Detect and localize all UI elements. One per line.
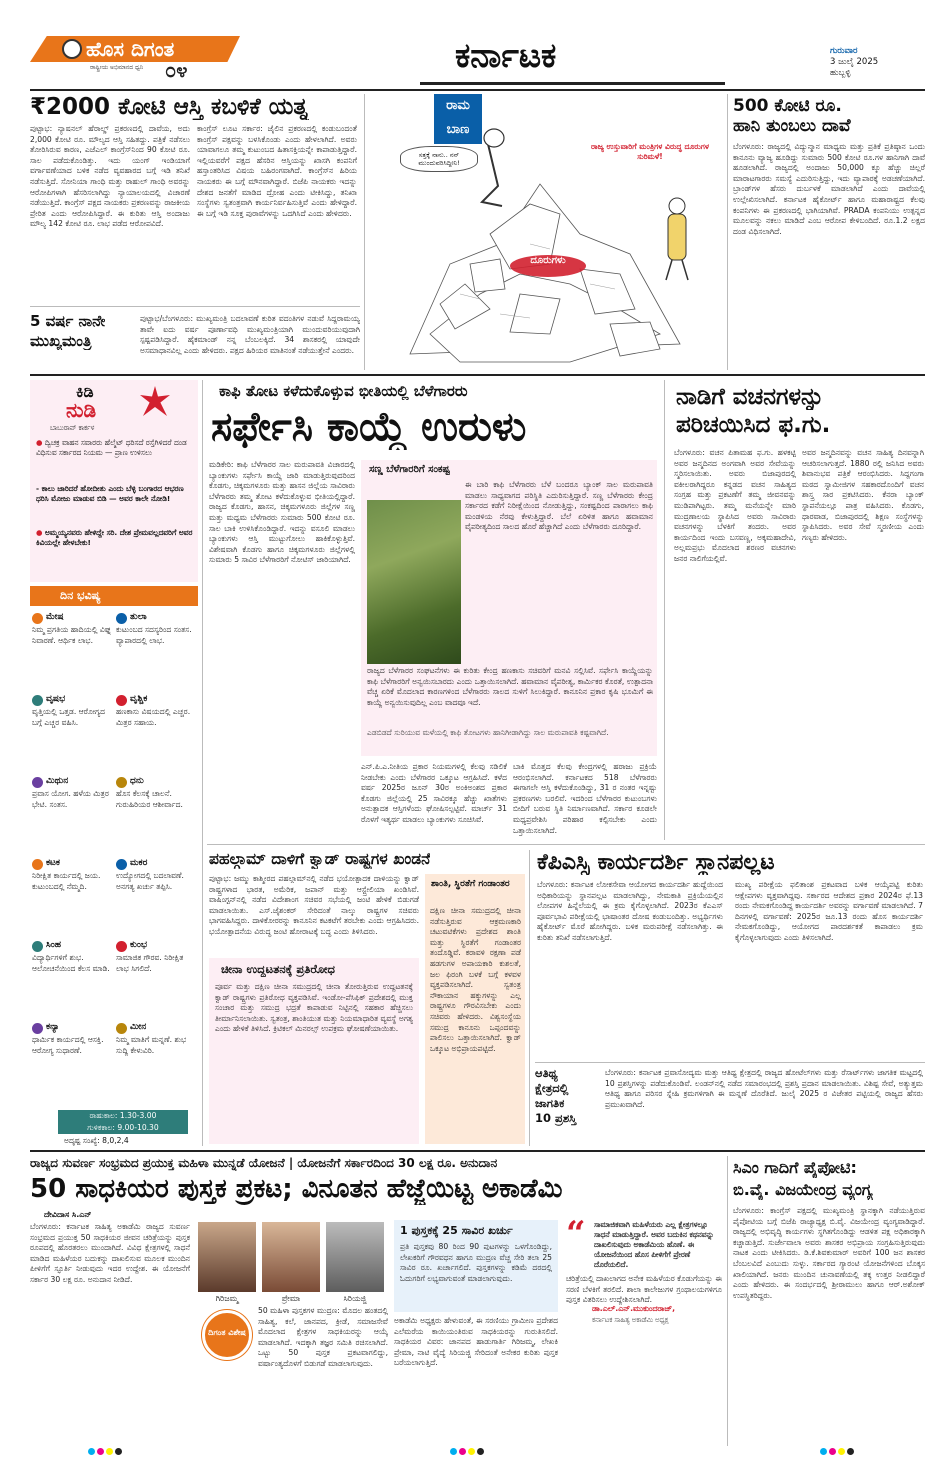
- sign-name: ಮೇಷ: [46, 612, 64, 622]
- story-body: ಬೆಂಗಳೂರು: ಕಾಂಗ್ರೆಸ್ ಪಕ್ಷದಲ್ಲಿ ಮುಖ್ಯಮಂತ್ರಿ ಸ್ಥಾನಕ್ಕಾಗಿ ನಡೆಯುತ್ತಿರುವ ಪೈಪೋಟಿಯ ಬಗ್ಗೆ ಬಿಜೆಪಿ ರಾಜ್ಯಾಧ್ಯಕ್ಷ ಬಿ.ವೈ. ವಿಜಯೇಂದ್ರ ವ್ಯಂಗ್ಯವಾಡಿದ್ದಾರೆ. ರಾಜ್ಯದಲ್ಲಿ ಅಭಿವೃದ್ಧಿ ಕಾರ್ಯಗಳು ಸ್ಥಗಿತಗೊಂಡಿದ್ದು ಆಡಳಿತ ಪಕ್ಷ ಅಧಿಕಾರಕ್ಕಾಗಿ ಕಚ್ಚಾಡುತ್ತಿದೆ. ಸುರ್ಜೇವಾಲಾ ಅವರು ಶಾಸಕರ ಅಭಿಪ್ರಾಯ ಸಂಗ್ರಹಿಸುತ್ತಿರುವುದು ನಾಟಕ ಎಂದು ಟೀಕಿಸಿದರು. ಡಿ.ಕೆ.ಶಿವಕುಮಾರ್ ಅವರಿಗೆ 100 ಜನ ಶಾಸಕರ ಬೆಂಬಲವಿದೆ ಎಂಬುದು ಸುಳ್ಳು. ಸರ್ಕಾರದ ಗ್ಯಾರಂಟಿ ಯೋಜನೆಗಳಿಂದ ಬೊಕ್ಕಸ ಖಾಲಿಯಾಗಿದೆ. ಜನರು ಮುಂದಿನ ಚುನಾವಣೆಯಲ್ಲಿ ತಕ್ಕ ಉತ್ತರ ನೀಡಲಿದ್ದಾರೆ ಎಂದು ಹೇಳಿದರು. ಈ ಸಂದರ್ಭದಲ್ಲಿ ಶ್ರೀರಾಮುಲು ಹಾಗೂ ಆರ್.ಅಶೋಕ್ ಉಪಸ್ಥಿತರಿದ್ದರು.: [733, 1206, 925, 1300]
- story-headline: ಸಿಎಂ ಗಾದಿಗೆ ಪೈಪೋಟಿ:: [733, 1158, 857, 1177]
- zodiac-icon: [32, 695, 43, 706]
- horoscope: [30, 586, 198, 1146]
- bullet-icon: ●: [36, 528, 46, 537]
- kidi-bullet: ● ದ್ವಿಚಕ್ರ ವಾಹನ ಸವಾರರು ಹೆಲ್ಮೆಟ್ ಧರಿಸದೆ ರಸ್ತೆಗಿಳಿದರೆ ದಂಡ ವಿಧಿಸುವ ಸರ್ಕಾರದ ನಿಯಮ — ಪ್ರಾಣ ಉಳಿಸಲು: [36, 438, 187, 457]
- kidi-nudi-box: [30, 380, 198, 582]
- portrait-photo: [198, 1222, 256, 1292]
- cartoon: [370, 94, 722, 370]
- portrait-photo: [326, 1222, 384, 1292]
- box-title: ಶಾಂತಿ, ಸ್ಥಿರತೆಗೆ ಗಂಡಾಂತರ: [431, 879, 510, 889]
- rahu-box: [58, 1110, 188, 1134]
- zodiac-icon: [32, 1023, 43, 1034]
- logo-tagline: ರಾಷ್ಟ್ರೀಯ ಅಭಿಮಾನದ ಧ್ವನಿ: [90, 64, 144, 71]
- story-col: ಅಕಾಡೆಮಿ ಅಧ್ಯಕ್ಷರು ಹೇಳುವಂತೆ, ಈ ಸರಣಿಯು ಗ್ರಾಮೀಣ ಪ್ರದೇಶದ ಎಲೆಮರೆಯ ಕಾಯಿಯಂತಿರುವ ಸಾಧಕಿಯರನ್ನು ಗುರುತಿಸಲಿದೆ. ಸಾಧಕಿಯರ ವಿವರ: ಜಾನಪದ ಹಾಡುಗಾರ್ತಿ ಗಿರಿಜಮ್ಮ, ಲೇಖಕಿ ಪ್ರೇಮಾ, ನಾಟಿ ವೈದ್ಯೆ ಸಿರಿಯಜ್ಜಿ ಸೇರಿದಂತೆ ಅನೇಕರ ಕುರಿತು ಪುಸ್ತಕ ಬರೆಯಲಾಗುತ್ತಿದೆ.: [394, 1316, 558, 1368]
- kidi-bullet: ● ಅಮ್ಮಯ್ಯನವರು ಹೇಳಿದ್ದೇ ಸರಿ. ದೇಶ ಪ್ರೇಮವಲ್ಲದವರಿಗೆ ಅವರ ಕಿವಿಯಲ್ಲೇ ಹೇಳಬೇಕು!: [36, 528, 193, 547]
- zodiac-icon: [32, 941, 43, 952]
- sign-text: ವಿದ್ಯಾರ್ಥಿಗಳಿಗೆ ಶುಭ. ಆಲೋಚನೆಯಿಂದ ಕೆಲಸ ಮಾಡಿ.: [32, 953, 110, 973]
- quote-author: ಡಾ.ಎಲ್.ಎನ್.ಮುಕುಂದರಾಜ್,: [592, 1304, 676, 1313]
- special-badge: ದಿಗಂತ ವಿಶೇಷ: [202, 1310, 252, 1360]
- cartoon-pile-label: ದೂರುಗಳು: [530, 255, 566, 266]
- box-text: ಪ್ರತಿ ಪುಸ್ತಕವು 80 ರಿಂದ 90 ಪುಟಗಳನ್ನು ಒಳಗೊಂಡಿದ್ದು, ಲೇಖಕರಿಗೆ ಗೌರವಧನ ಹಾಗೂ ಮುದ್ರಣ ವೆಚ್ಚ ಸೇರಿ ತಲಾ 25 ಸಾವಿರ ರೂ. ಖರ್ಚಾಗಲಿದೆ. ಪುಸ್ತಕಗಳನ್ನು ಕಡಿಮೆ ದರದಲ್ಲಿ ಓದುಗರಿಗೆ ಲಭ್ಯವಾಗುವಂತೆ ಮಾಡಲಾಗುವುದು.: [400, 1242, 552, 1283]
- sign-name: ಕನ್ಯಾ: [46, 1022, 60, 1032]
- story-academy: [30, 1156, 722, 1446]
- sign-name: ಕುಂಭ: [130, 940, 148, 950]
- sign-text: ಹೊಸ ಕೆಲಸಕ್ಕೆ ಚಾಲನೆ. ಗುರುಹಿರಿಯರ ಆಶೀರ್ವಾದ.: [116, 789, 183, 809]
- box-title: 1 ಪುಸ್ತಕಕ್ಕೆ 25 ಸಾವಿರ ಖರ್ಚು: [400, 1224, 513, 1237]
- masthead: [0, 0, 945, 92]
- quote-icon: “: [566, 1214, 586, 1254]
- zodiac-icon: [116, 941, 127, 952]
- story-vachana: [670, 380, 925, 840]
- story-headline: ಮುಖ್ಯಮಂತ್ರಿ: [30, 332, 92, 350]
- story-headline: ಸರ್ಫೇಸಿ ಕಾಯ್ದೆ ಉರುಳು: [211, 404, 527, 450]
- logo-emblem-icon: [62, 39, 82, 59]
- kidi-title: ಕಿಡಿ: [76, 382, 94, 401]
- story-headline: ಪಹಲ್ಗಾಮ್ ದಾಳಿಗೆ ಕ್ವಾಡ್ ರಾಷ್ಟ್ರಗಳ ಖಂಡನೆ: [209, 850, 431, 868]
- quote-role: ಕರ್ನಾಟಕ ಸಾಹಿತ್ಯ ಅಕಾಡೆಮಿ ಅಧ್ಯಕ್ಷ: [592, 1316, 669, 1324]
- sign-text: ಹಣಕಾಸು ವಿಷಯದಲ್ಲಿ ಎಚ್ಚರ. ಮಿತ್ರರ ಸಹಾಯ.: [116, 707, 191, 727]
- box-text: ಪೂರ್ವ ಮತ್ತು ದಕ್ಷಿಣ ಚೀನಾ ಸಮುದ್ರದಲ್ಲಿ ಚೀನಾ ತೋರುತ್ತಿರುವ ಉದ್ದಟತನಕ್ಕೆ ಕ್ವಾಡ್ ರಾಷ್ಟ್ರಗಳು ಪ್ರತಿರೋಧ ವ್ಯಕ್ತಪಡಿಸಿವೆ. ಇಂಡೋ-ಪೆಸಿಫಿಕ್ ಪ್ರದೇಶದಲ್ಲಿ ಮುಕ್ತ ಸಂಚಾರ ಮತ್ತು ಸಮುದ್ರ ಭದ್ರತೆ ಕಾಪಾಡುವ ನಿಟ್ಟಿನಲ್ಲಿ ಸಹಕಾರ ಹೆಚ್ಚಿಸಲು ತೀರ್ಮಾನಿಸಲಾಯಿತು. ಸ್ವತಂತ್ರ, ಶಾಂತಿಯುತ ಮತ್ತು ನಿಯಮಾಧಾರಿತ ವ್ಯವಸ್ಥೆ ಅಗತ್ಯ ಎಂದು ಹೇಳಿಕೆ ತಿಳಿಸಿದೆ. ಕ್ರಿಟಿಕಲ್ ಮಿನರಲ್ಸ್ ಉಪಕ್ರಮ ಘೋಷಣೆಯಾಯಿತು.: [215, 982, 413, 1034]
- cartoon-bubble: ಸತ್ತಕ್ಕೆ ನಾನು.. ನನ್ ಮುಂದುವರಿಸಿದ್ದೀನಿ!: [400, 146, 478, 172]
- story-col: ಎನ್.ಪಿ.ಎ.ನೀತಿಯ ಪ್ರಕಾರ ನಿಯಮಗಳಲ್ಲಿ ಕೆಲವು ಸಡಿಲಿಕೆ ನೀಡಬೇಕು ಎಂದು ಬೆಳೆಗಾರರ ಒಕ್ಕೂಟ ಆಗ್ರಹಿಸಿದೆ. ಕಳೆದ ವರ್ಷ 2025ರ ಜೂನ್ 30ರ ಅಂಕಿಅಂಶದ ಪ್ರಕಾರ ಕೊಡಗು ಜಿಲ್ಲೆಯಲ್ಲಿ 25 ಸಾವಿರಕ್ಕೂ ಹೆಚ್ಚು ಖಾತೆಗಳು ಅನುತ್ಪಾದಕ ಆಸ್ತಿಗಳೆಂದು ಘೋಷಿಸಲ್ಪಟ್ಟಿವೆ. ಮಾರ್ಚ್ 31 ರೊಳಗೆ ಇತ್ಯರ್ಥ ಮಾಡಲು ಬ್ಯಾಂಕುಗಳು ಸೂಚಿಸಿವೆ.: [361, 762, 507, 824]
- cartoon-tag: ರಾಮ ಬಾಣ: [434, 94, 482, 144]
- info-box: [361, 460, 657, 756]
- story-col: ಮುಖ್ಯ ಪರೀಕ್ಷೆಯ ಫಲಿತಾಂಶ ಪ್ರಕಟವಾದ ಬಳಿಕ ಆಯ್ಕೆಪಟ್ಟಿ ಕುರಿತು ಆಕ್ಷೇಪಗಳು ವ್ಯಕ್ತವಾಗಿದ್ದವು. ಸರ್ಕಾರದ ಆದೇಶದ ಪ್ರಕಾರ 2024ರ ಫೆ.13 ರಂದು ನೇಮಕಗೊಂಡಿದ್ದ ಕಾರ್ಯದರ್ಶಿ ಅವರನ್ನು ವರ್ಗಾವಣೆ ಮಾಡಲಾಗಿದೆ. 7 ದಿನಗಳಲ್ಲಿ ವರ್ಗಾವಣೆ: 2025ರ ಜೂ.13 ರಂದು ಹೊಸ ಕಾರ್ಯದರ್ಶಿ ನೇಮಕಗೊಂಡಿದ್ದು, ಆಯೋಗದ ಪಾರದರ್ಶಕತೆ ಕಾಪಾಡಲು ಕ್ರಮ ಕೈಗೊಳ್ಳಲಾಗುವುದು ಎಂದು ತಿಳಿಸಲಾಗಿದೆ.: [735, 880, 923, 942]
- cartoon-caption: ರಾಜ್ಯ ಉಸ್ತುವಾರಿಗೆ ಮಂತ್ರಿಗಳ ವಿರುದ್ಧ ದೂರುಗಳ ಸುರಿಮಳೆ!: [591, 142, 709, 161]
- story-kicker: ಕಾಫಿ ತೋಟ ಕಳೆದುಕೊಳ್ಳುವ ಭೀತಿಯಲ್ಲಿ ಬೆಳೆಗಾರರು: [219, 382, 468, 400]
- sign-name: ಕಟಕ: [46, 858, 60, 868]
- story-vijayendra: [733, 1156, 925, 1446]
- story-col: ಕಾಂಗ್ರೆಸ್ ಲೂಟ ಸರ್ಕಾರ: ಜೈಲಿನ ಪ್ರಕರಣದಲ್ಲಿ ಕಂಡುಬಂದಂತೆ ಕಾಂಗ್ರೆಸ್ ಪಕ್ಷವನ್ನು ಬಳಸಿಕೊಂಡು ಎಂದು ಹೇಳಲಾಗಿದೆ. ಅವರು ಯಾವಾಗಲೂ ತಮ್ಮ ಕುಟುಂಬದ ಹಿತಾಸಕ್ತಿಯನ್ನೇ ಕಾಪಾಡುತ್ತಿದ್ದಾರೆ. ಇಲ್ಲಿಯವರೆಗೆ ಪಕ್ಷದ ಹೆಸರಿನ ಆಸ್ತಿಯನ್ನು ಖಾಸಗಿ ಕಂಪನಿಗೆ ಹಸ್ತಾಂತರಿಸಿದ ವಿಷಯ ಬಹಿರಂಗವಾಗಿದೆ. ಕಾಂಗ್ರೆಸ್‌ನ ಹಿರಿಯ ನಾಯಕರು ಈ ಬಗ್ಗೆ ಮೌನವಾಗಿದ್ದಾರೆ. ಬಿಜೆಪಿ ನಾಯಕರು ಇದನ್ನು ದೇಶದ ಜನತೆಗೆ ಮಾಡಿದ ದ್ರೋಹ ಎಂದು ಟೀಕಿಸಿದ್ದು, ತನಿಖಾ ಸಂಸ್ಥೆಗಳು ಸ್ವತಂತ್ರವಾಗಿ ಕಾರ್ಯನಿರ್ವಹಿಸುತ್ತಿವೆ ಎಂದು ಹೇಳಿದ್ದಾರೆ. ಈ ಬಗ್ಗೆ ಇಡಿ ಸೂಕ್ತ ಪುರಾವೆಗಳನ್ನು ಒದಗಿಸಿದೆ ಎಂದು ಹೇಳಿದರು.: [197, 124, 357, 218]
- horoscope-sign: [116, 940, 196, 1020]
- box-title: ಚೀನಾ ಉದ್ದಟತನಕ್ಕೆ ಪ್ರತಿರೋಧ: [221, 962, 335, 976]
- zodiac-icon: [116, 1023, 127, 1034]
- box-text: ದಕ್ಷಿಣ ಚೀನಾ ಸಮುದ್ರದಲ್ಲಿ ಚೀನಾ ನಡೆಸುತ್ತಿರುವ ಆಕ್ರಮಣಕಾರಿ ಚಟುವಟಿಕೆಗಳು ಪ್ರದೇಶದ ಶಾಂತಿ ಮತ್ತು ಸ್ಥಿರತೆಗೆ ಗಂಡಾಂತರ ತಂದೊಡ್ಡಿವೆ. ಕರಾವಳಿ ರಕ್ಷಣಾ ಪಡೆ ಹಡಗುಗಳ ಅಪಾಯಕಾರಿ ಕುಶಲತೆ, ಜಲ ಫಿರಂಗಿ ಬಳಕೆ ಬಗ್ಗೆ ಕಳವಳ ವ್ಯಕ್ತಪಡಿಸಲಾಗಿದೆ. ಸ್ವತಂತ್ರ ನೌಕಾಯಾನ ಹಕ್ಕುಗಳನ್ನು ಎಲ್ಲ ರಾಷ್ಟ್ರಗಳೂ ಗೌರವಿಸಬೇಕು ಎಂದು ಸಚಿವರು ಹೇಳಿದರು. ವಿಶ್ವಸಂಸ್ಥೆಯ ಸಮುದ್ರ ಕಾನೂನು ಒಪ್ಪಂದವನ್ನು ಪಾಲಿಸಲು ಒತ್ತಾಯಿಸಲಾಗಿದೆ. ಕ್ವಾಡ್ ಒಕ್ಕೂಟ ಅಭಿಪ್ರಾಯಪಟ್ಟಿದೆ.: [430, 906, 521, 1053]
- section-rule: [30, 1150, 925, 1152]
- quote-text: ಸಾಮಾಜಿಕವಾಗಿ ಮಹಿಳೆಯರು ಎಲ್ಲ ಕ್ಷೇತ್ರಗಳಲ್ಲೂ ಸಾಧನೆ ಮಾಡುತ್ತಿದ್ದಾರೆ. ಅವರ ಬದುಕಿನ ಕಥನವನ್ನು ದಾಖಲಿಸುವುದು ಅಕಾಡೆಮಿಯ ಹೊಣೆ. ಈ ಯೋಜನೆಯಿಂದ ಹೊಸ ಪೀಳಿಗೆಗೆ ಪ್ರೇರಣೆ ದೊರೆಯಲಿದೆ.: [594, 1220, 714, 1269]
- logo-block: [30, 36, 240, 84]
- story-body: ಪುಟ್ಟಾಭ/ಬೆಂಗಳೂರು: ಮುಖ್ಯಮಂತ್ರಿ ಬದಲಾವಣೆ ಕುರಿತ ವದಂತಿಗಳ ನಡುವೆ ಸಿದ್ದರಾಮಯ್ಯ ತಾವೇ ಐದು ವರ್ಷ ಪೂರ್ಣಾವಧಿ ಮುಖ್ಯಮಂತ್ರಿಯಾಗಿ ಮುಂದುವರಿಯುವುದಾಗಿ ಸ್ಪಷ್ಟಪಡಿಸಿದ್ದಾರೆ. ಹೈಕಮಾಂಡ್ ನನ್ನ ಬೆಂಬಲಕ್ಕಿದೆ. 34 ಶಾಸಕರಲ್ಲಿ ಯಾವುದೇ ಅಸಮಾಧಾನವಿಲ್ಲ ಎಂದು ಹೇಳಿದರು. ಪಕ್ಷದ ಹಿರಿಯರ ಮಾತಿನಂತೆ ನಡೆಯುತ್ತೇನೆ ಎಂದರು.: [140, 314, 360, 355]
- gulika-kala: ಗುಳಿಕಕಾಲ: 9.00-10.30: [87, 1123, 159, 1132]
- sign-name: ಮೀನ: [130, 1022, 147, 1032]
- sign-text: ಉದ್ಯೋಗದಲ್ಲಿ ಬದಲಾವಣೆ. ಅನಗತ್ಯ ಖರ್ಚು ತಪ್ಪಿಸಿ.: [116, 871, 184, 891]
- zodiac-icon: [116, 695, 127, 706]
- registration-marks: [88, 1448, 124, 1455]
- horoscope-sign: [32, 858, 112, 938]
- box-title: ಸಣ್ಣ ಬೆಳೆಗಾರರಿಗೆ ಸಂಕಷ್ಟ: [369, 464, 450, 475]
- city-label: ಹುಬ್ಬಳ್ಳಿ: [830, 68, 851, 78]
- sign-name: ಧನು: [130, 776, 144, 786]
- zodiac-icon: [32, 777, 43, 788]
- story-headline: 50 ಸಾಧಕಿಯರ ಪುಸ್ತಕ ಪ್ರಕಟ; ವಿನೂತನ ಹೆಜ್ಜೆಯಿಟ್ಟ ಅಕಾಡೆಮಿ: [30, 1174, 563, 1204]
- sign-text: ಪ್ರವಾಸ ಯೋಗ. ಹಳೆಯ ಮಿತ್ರರ ಭೇಟಿ. ಸಂತಸ.: [32, 789, 109, 809]
- story-awards: [535, 1066, 925, 1146]
- kidi-title: ನುಡಿ: [66, 398, 97, 422]
- cartoon-drawing: [370, 94, 722, 370]
- kidi-author: ಬಾಬುರಾವ್ ಕಾರ್ಕಳ: [50, 424, 95, 432]
- sign-name: ಸಿಂಹ: [46, 940, 62, 950]
- story-col: ಬೆಂಗಳೂರು: ಕರ್ನಾಟಕ ಲೋಕಸೇವಾ ಆಯೋಗದ ಕಾರ್ಯದರ್ಶಿ ಹುದ್ದೆಯಿಂದ ಅಧಿಕಾರಿಯನ್ನು ಸ್ಥಾನಪಲ್ಲಟ ಮಾಡಲಾಗಿದ್ದು, ನೇಮಕಾತಿ ಪ್ರಕ್ರಿಯೆಯಲ್ಲಿನ ಲೋಪಗಳ ಹಿನ್ನೆಲೆಯಲ್ಲಿ ಈ ಕ್ರಮ ಕೈಗೊಳ್ಳಲಾಗಿದೆ. 2023ರ ಕೆಎಎಸ್ ಪೂರ್ವಭಾವಿ ಪರೀಕ್ಷೆಯಲ್ಲಿ ಭಾಷಾಂತರ ದೋಷ ಕಂಡುಬಂದಿತ್ತು. ಅಭ್ಯರ್ಥಿಗಳು ಹೈಕೋರ್ಟ್ ಮೊರೆ ಹೋಗಿದ್ದರು. ಬಳಿಕ ಮರುಪರೀಕ್ಷೆ ನಡೆಸಲಾಗಿತ್ತು. ಈ ಕುರಿತು ತನಿಖೆ ನಡೆಸಲಾಗುತ್ತಿದೆ.: [537, 880, 723, 942]
- lucky-number: ಅದೃಷ್ಟ ಸಂಖ್ಯೆ: 8,0,2,4: [64, 1136, 129, 1145]
- horoscope-sign: [116, 776, 196, 856]
- story-cm-five-years: [30, 312, 360, 370]
- masthead-rule: [30, 89, 925, 91]
- day-label: ಗುರುವಾರ: [830, 46, 858, 56]
- photo-caption: ಎಡಬಿಡದೆ ಸುರಿಯುವ ಮಳೆಯಲ್ಲಿ ಕಾಫಿ ತೋಟಗಳು ಹಾನಿಗೀಡಾಗಿದ್ದು ಸಾಲ ಮರುಪಾವತಿ ಕಷ್ಟವಾಗಿದೆ.: [367, 728, 609, 737]
- story-col: ಬಾಕಿ ಮೊತ್ತದ ಕೆಲವು ಕೇಂದ್ರಗಳಲ್ಲಿ ಹರಾಜು ಪ್ರಕ್ರಿಯೆ ಆರಂಭಿಸಲಾಗಿದೆ. ಕರ್ನಾಟಕದ 518 ಬೆಳೆಗಾರರು ಈಗಾಗಲೇ ಆಸ್ತಿ ಕಳೆದುಕೊಂಡಿದ್ದು, 31 ರ ನಂತರ ಇನ್ನಷ್ಟು ಪ್ರಕರಣಗಳು ಬರಲಿವೆ. ಇದರಿಂದ ಬೆಳೆಗಾರರ ಕುಟುಂಬಗಳು ಬೀದಿಗೆ ಬರುವ ಸ್ಥಿತಿ ನಿರ್ಮಾಣವಾಗಿದೆ. ಸರ್ಕಾರ ಕೂಡಲೇ ಮಧ್ಯಪ್ರವೇಶಿಸಿ ಪರಿಹಾರ ಕಲ್ಪಿಸಬೇಕು ಎಂದು ಒತ್ತಾಯಿಸಲಾಗಿದೆ.: [513, 762, 657, 835]
- story-col: ಬೆಂಗಳೂರು: ವಚನ ಪಿತಾಮಹ ಫ.ಗು. ಹಳಕಟ್ಟಿ ಅವರ ಜನ್ಮದಿನದ ಅಂಗವಾಗಿ ಅವರ ಸೇವೆಯನ್ನು ಸ್ಮರಿಸಲಾಯಿತು. ಅವರು ಬಿಜಾಪುರದಲ್ಲಿ ವಕೀಲರಾಗಿದ್ದರೂ ಕನ್ನಡದ ವಚನ ಸಾಹಿತ್ಯದ ಸಂಗ್ರಹ ಮತ್ತು ಪ್ರಕಟಣೆಗೆ ತಮ್ಮ ಜೀವನವನ್ನು ಮುಡಿಪಾಗಿಟ್ಟರು. ತಮ್ಮ ಮನೆಯನ್ನೇ ಮಾರಿ ಮುದ್ರಣಾಲಯ ಸ್ಥಾಪಿಸಿದ ಅವರು ಸಾವಿರಾರು ವಚನಗಳನ್ನು ಬೆಳಕಿಗೆ ತಂದರು. ಅವರ ಕಾರ್ಯದಿಂದ ಇಂದು ಬಸವಣ್ಣ, ಅಕ್ಕಮಹಾದೇವಿ, ಅಲ್ಲಮಪ್ರಭು ಮೊದಲಾದ ಶರಣರ ವಚನಗಳು ಜನರ ನಾಲಿಗೆಯಲ್ಲಿವೆ.: [674, 448, 796, 563]
- sign-name: ವೃಶ್ಚಿಕ: [130, 694, 148, 704]
- photo-caption: ಪ್ರೇಮಾ: [281, 1294, 301, 1303]
- sign-text: ಧಾರ್ಮಿಕ ಕಾರ್ಯದಲ್ಲಿ ಆಸಕ್ತಿ. ಆರೋಗ್ಯ ಸುಧಾರಣೆ.: [32, 1035, 104, 1055]
- registration-marks: [820, 1448, 856, 1455]
- horoscope-sign: [32, 776, 112, 856]
- sign-name: ಮಿಥುನ: [46, 776, 69, 786]
- story-headline: ಪರಿಚಯಿಸಿದ ಫ.ಗು.: [676, 412, 831, 438]
- story-headline: 500 ಕೋಟಿ ರೂ.: [733, 96, 842, 116]
- sign-name: ವೃಷಭ: [46, 694, 66, 704]
- story-col: 50 ಮಹಿಳಾ ಪುಸ್ತಕಗಳ ಮುದ್ರಣ: ಮೊದಲ ಹಂತದಲ್ಲಿ ಸಾಹಿತ್ಯ, ಕಲೆ, ಜಾನಪದ, ಕ್ರೀಡೆ, ಸಮಾಜಸೇವೆ ಮೊದಲಾದ ಕ್ಷೇತ್ರಗಳ ಸಾಧಕಿಯರನ್ನು ಆಯ್ಕೆ ಮಾಡಲಾಗಿದೆ. ಇದಕ್ಕಾಗಿ ತಜ್ಞರ ಸಮಿತಿ ರಚಿಸಲಾಗಿದೆ. ಒಟ್ಟು 50 ಪುಸ್ತಕ ಪ್ರಕಟವಾಗಲಿದ್ದು, ವರ್ಷಾಂತ್ಯದೊಳಗೆ ಬಿಡುಗಡೆ ಮಾಡಲಾಗುವುದು.: [258, 1306, 388, 1368]
- kidi-bullet: - ಕಾಲು ಜಾರಿದರೆ ಹೋದೀತು ಎಂದು ಬೆಳ್ಳಿ ಬಂಗಾರದ ಆಭರಣ ಧರಿಸಿ ಮೋಜು ಮಾಡುವ ಬಿಡಿ — ಅವರ ಕಾಲೇ ನೋಡಿ!: [36, 484, 184, 503]
- story-col: ಅವರ ಜನ್ಮದಿನವನ್ನು ವಚನ ಸಾಹಿತ್ಯ ದಿನವನ್ನಾಗಿ ಆಚರಿಸಲಾಗುತ್ತದೆ. 1880 ರಲ್ಲಿ ಜನಿಸಿದ ಅವರು ಶಿವಾನುಭವ ಪತ್ರಿಕೆ ಆರಂಭಿಸಿದರು. ಸಿದ್ದಗಂಗಾ ಮಠದ ಸ್ವಾಮೀಜಿಗಳ ಸಹಕಾರದೊಂದಿಗೆ ವಚನ ಶಾಸ್ತ್ರ ಸಾರ ಪ್ರಕಟಿಸಿದರು. ಕೆನರಾ ಬ್ಯಾಂಕ್ ಸ್ಥಾಪನೆಯಲ್ಲೂ ಪಾತ್ರ ವಹಿಸಿದರು. ಕೊಡಗು, ಧಾರವಾಡ, ಬಿಜಾಪುರದಲ್ಲಿ ಶಿಕ್ಷಣ ಸಂಸ್ಥೆಗಳನ್ನು ಸ್ಥಾಪಿಸಿದರು. ಅವರ ಸೇವೆ ಸ್ಮರಣೀಯ ಎಂದು ಗಣ್ಯರು ಹೇಳಿದರು.: [802, 448, 924, 542]
- registration-marks: [450, 1448, 486, 1455]
- side-box: [425, 874, 525, 1144]
- byline: ದೇವಿದಾಸ ಸಿ.ಎನ್: [44, 1210, 92, 1219]
- horoscope-sign: [116, 1022, 196, 1102]
- story-body: ಬೆಂಗಳೂರು: ಕರ್ನಾಟಕ ಪ್ರವಾಸೋದ್ಯಮ ಮತ್ತು ಆತಿಥ್ಯ ಕ್ಷೇತ್ರದಲ್ಲಿ ರಾಜ್ಯದ ಹೋಟೆಲ್‌ಗಳು ಮತ್ತು ರೆಸಾರ್ಟ್‌ಗಳು ಜಾಗತಿಕ ಮಟ್ಟದಲ್ಲಿ 10 ಪ್ರಶಸ್ತಿಗಳನ್ನು ಪಡೆದುಕೊಂಡಿವೆ. ಲಂಡನ್‌ನಲ್ಲಿ ನಡೆದ ಸಮಾರಂಭದಲ್ಲಿ ಪ್ರಶಸ್ತಿ ಪ್ರದಾನ ಮಾಡಲಾಯಿತು. ವಿಶಿಷ್ಟ ಸೇವೆ, ಅತ್ಯುತ್ತಮ ಆತಿಥ್ಯ ಹಾಗೂ ಪರಿಸರ ಸ್ನೇಹಿ ಕ್ರಮಗಳಿಗಾಗಿ ಈ ಮನ್ನಣೆ ದೊರೆತಿದೆ. ಜುಲೈ 2025 ರ ವಿಜೇತರ ಪಟ್ಟಿಯಲ್ಲಿ ರಾಜ್ಯದ ಹೆಸರು ಪ್ರಮುಖವಾಗಿದೆ.: [605, 1068, 923, 1109]
- section-underline: [420, 82, 725, 85]
- page-number: ೦೪: [165, 58, 188, 82]
- sign-text: ನಿರೀಕ್ಷಿತ ಕಾರ್ಯದಲ್ಲಿ ಜಯ. ಕುಟುಂಬದಲ್ಲಿ ನೆಮ್ಮದಿ.: [32, 871, 101, 891]
- story-body: ಬೆಂಗಳೂರು: ರಾಜ್ಯದಲ್ಲಿ ವಿದ್ಯುನ್ಮಾನ ಮಾಧ್ಯಮ ಮತ್ತು ಪ್ರತಿಕೆ ಪ್ರತಿಷ್ಠಾನ ಒಂದು ಕಾನೂನು ವ್ಯಾಜ್ಯ ಹೂಡಿದ್ದು ಸುಮಾರು 500 ಕೋಟಿ ರೂ.ಗಳ ಹಾನಿಗಾಗಿ ದಾವೆ ಹೂಡಲಾಗಿದೆ. ರಾಜ್ಯದಲ್ಲಿ ಅಂದಾಜು 50,000 ಕ್ಕೂ ಹೆಚ್ಚು ಚಿಲ್ಲರೆ ಮಾರಾಟಗಾರರು ಸಮಸ್ಯೆ ಎದುರಿಸುತ್ತಿದ್ದು, ಇದು ವ್ಯಾಪಾರಕ್ಕೆ ಅಡಚಣೆಯಾಗಿದೆ. ಬ್ರಾಂಡ್‌ಗಳ ಹೆಸರು ದುರ್ಬಳಕೆ ಮಾಡಲಾಗಿದೆ ಎಂದು ದಾವೆಯಲ್ಲಿ ಉಲ್ಲೇಖಿಸಲಾಗಿದೆ. ಕರ್ನಾಟಕ ಹೈಕೋರ್ಟ್ ಹಾಗೂ ಮಹಾರಾಷ್ಟ್ರದ ಕೆಲವು ಕಂಪನಿಗಳು ಈ ಪ್ರಕರಣದಲ್ಲಿ ಭಾಗಿಯಾಗಿವೆ. PRADA ಕಂಪನಿಯು ಉತ್ಪನ್ನದ ಮೂಲವನ್ನು ನಕಲು ಮಾಡಿದೆ ಎಂಬ ಆರೋಪ ಕೇಳಿಬಂದಿದೆ. ರೂ.1.2 ಲಕ್ಷದ ದಂಡ ವಿಧಿಸಲಾಗಿದೆ.: [733, 142, 925, 236]
- date-label: 3 ಜುಲೈ 2025: [830, 57, 879, 67]
- horoscope-sign: [32, 612, 112, 692]
- sign-text: ನಿಮ್ಮ ಪ್ರಗತಿಯ ಹಾದಿಯಲ್ಲಿ ವಿಘ್ನ ನಿವಾರಣೆ. ಆರ್ಥಿಕ ಲಾಭ.: [32, 625, 112, 645]
- sign-name: ತುಲಾ: [130, 612, 147, 622]
- logo-text: ಹೊಸ ದಿಗಂತ: [86, 37, 175, 61]
- box-text: ರಾಜ್ಯದ ಬೆಳೆಗಾರರ ಸಂಘಟನೆಗಳು ಈ ಕುರಿತು ಕೇಂದ್ರ ಹಣಕಾಸು ಸಚಿವರಿಗೆ ಮನವಿ ಸಲ್ಲಿಸಿವೆ. ಸರ್ಫೇಸಿ ಕಾಯ್ದೆಯನ್ನು ಕಾಫಿ ಬೆಳೆಗಾರರಿಗೆ ಅನ್ವಯಿಸಬಾರದು ಎಂದು ಒತ್ತಾಯಿಸಲಾಗಿದೆ. ಹವಾಮಾನ ವೈಪರೀತ್ಯ, ಕಾರ್ಮಿಕರ ಕೊರತೆ, ಉತ್ಪಾದನಾ ವೆಚ್ಚ ಏರಿಕೆ ಮೊದಲಾದ ಕಾರಣಗಳಿಂದ ಬೆಳೆಗಾರರು ಸಾಲದ ಸುಳಿಗೆ ಸಿಲುಕಿದ್ದಾರೆ. ಕಾನೂನಿನ ಪ್ರಕಾರ ಕೃಷಿ ಭೂಮಿಗೆ ಈ ಕಾಯ್ದೆ ಅನ್ವಯಿಸುವುದಿಲ್ಲ ಎಂಬ ವಾದವೂ ಇದೆ.: [367, 666, 653, 707]
- horoscope-sign: [32, 694, 112, 774]
- horoscope-sign: [116, 612, 196, 692]
- photo-caption: ಗಿರಿಜಮ್ಮ: [215, 1294, 239, 1303]
- story-property-grab: [30, 94, 358, 304]
- story-headline: ₹2000 ಕೋಟಿ ಆಸ್ತಿ ಕಬಳಿಕೆ ಯತ್ನ: [30, 94, 309, 120]
- story-col: ಬೆಂಗಳೂರು: ಕರ್ನಾಟಕ ಸಾಹಿತ್ಯ ಅಕಾಡೆಮಿ ರಾಜ್ಯದ ಸುವರ್ಣ ಸಂಭ್ರಮದ ಪ್ರಯುಕ್ತ 50 ಸಾಧಕಿಯರ ಜೀವನ ಚರಿತ್ರೆಯನ್ನು ಪುಸ್ತಕ ರೂಪದಲ್ಲಿ ಹೊರತರಲು ಮುಂದಾಗಿದೆ. ವಿವಿಧ ಕ್ಷೇತ್ರಗಳಲ್ಲಿ ಸಾಧನೆ ಮಾಡಿದ ಮಹಿಳೆಯರ ಬದುಕನ್ನು ದಾಖಲಿಸುವ ಮೂಲಕ ಮುಂದಿನ ಪೀಳಿಗೆಗೆ ಸ್ಫೂರ್ತಿ ನೀಡುವುದು ಇದರ ಉದ್ದೇಶ. ಈ ಯೋಜನೆಗೆ ಸರ್ಕಾರ 30 ಲಕ್ಷ ರೂ. ಅನುದಾನ ನೀಡಿದೆ.: [30, 1222, 190, 1284]
- story-quad: [207, 850, 525, 1146]
- spark-icon: [140, 386, 170, 416]
- story-headline: ಹಾನಿ ತುಂಬಲು ದಾವೆ: [733, 116, 851, 136]
- story-sarfaesi: [207, 380, 659, 840]
- section-title: ಕರ್ನಾಟಕ: [455, 36, 557, 76]
- story-col: ಪುಟ್ಟಾಭ: ನ್ಯಾಷನಲ್ ಹೆರಾಲ್ಡ್ ಪ್ರಕರಣದಲ್ಲಿ ದಾವೆಯ, ಅದು 2,000 ಕೋಟಿ ರೂ. ಮೌಲ್ಯದ ಆಸ್ತಿ ಸಹಿತದ್ದು. ಪತ್ರಿಕೆ ನಡೆಸಲು ತೋರಿಸಿರುವ ಕಾರಣ, ಎಜೆಎಲ್ ಕಾಂಗ್ರೆಸ್‌ನಿಂದ 90 ಕೋಟಿ ರೂ. ಸಾಲ ಪಡೆದುಕೊಂಡಿತ್ತು. ಇದು ಯಂಗ್ ಇಂಡಿಯಾಗೆ ವರ್ಗಾವಣೆಯಾದ ಬಳಿಕ ನಡೆದ ವ್ಯವಹಾರದ ಬಗ್ಗೆ ಇಡಿ ತನಿಖೆ ನಡೆಸುತ್ತಿದೆ. ಸೋನಿಯಾ ಗಾಂಧಿ ಮತ್ತು ರಾಹುಲ್ ಗಾಂಧಿ ಅವರನ್ನು ಆರೋಪಿಗಳಾಗಿ ಹೆಸರಿಸಲಾಗಿದ್ದು ನ್ಯಾಯಾಲಯದಲ್ಲಿ ವಿಚಾರಣೆ ನಡೆಯುತ್ತಿದೆ. ಕಾಂಗ್ರೆಸ್ ಪಕ್ಷದ ನಾಯಕರು ಪ್ರಕರಣವನ್ನು ರಾಜಕೀಯ ಪ್ರೇರಿತ ಎಂದು ಆರೋಪಿಸಿದ್ದಾರೆ. ಈ ಕುರಿತು ಆಸ್ತಿ ಅಂದಾಜು ಮೌಲ್ಯ 142 ಕೋಟಿ ರೂ. ಲಾಭ ಪಡೆದ ಆರೋಪವಿದೆ.: [30, 124, 190, 229]
- photo-caption: ಸಿರಿಯಜ್ಜಿ: [343, 1294, 367, 1303]
- story-headline: ಕೆಪಿಎಸ್ಸಿ ಕಾರ್ಯದರ್ಶಿ ಸ್ಥಾನಪಲ್ಲಟ: [537, 850, 775, 875]
- story-500-crore: [733, 96, 925, 370]
- zodiac-icon: [116, 859, 127, 870]
- story-col: ಮಡಿಕೇರಿ: ಕಾಫಿ ಬೆಳೆಗಾರರ ಸಾಲ ಮರುಪಾವತಿ ವಿಚಾರದಲ್ಲಿ ಬ್ಯಾಂಕುಗಳು ಸರ್ಫೇಸಿ ಕಾಯ್ದೆ ಜಾರಿ ಮಾಡುತ್ತಿರುವುದರಿಂದ ಕೊಡಗು, ಚಿಕ್ಕಮಗಳೂರು ಮತ್ತು ಹಾಸನ ಜಿಲ್ಲೆಯ ಸಾವಿರಾರು ಬೆಳೆಗಾರರು ತಮ್ಮ ತೋಟ ಕಳೆದುಕೊಳ್ಳುವ ಭೀತಿಯಲ್ಲಿದ್ದಾರೆ. ರಾಜ್ಯದ ಕೊಡಗು, ಹಾಸನ, ಚಿಕ್ಕಮಗಳೂರು ಜಿಲ್ಲೆಗಳ ಸಣ್ಣ ಮತ್ತು ಮಧ್ಯಮ ಬೆಳೆಗಾರರು ಸುಮಾರು 500 ಕೋಟಿ ರೂ. ಸಾಲ ಬಾಕಿ ಉಳಿಸಿಕೊಂಡಿದ್ದಾರೆ. ಇದನ್ನು ವಸೂಲಿ ಮಾಡಲು ಬ್ಯಾಂಕುಗಳು ಆಸ್ತಿ ಮುಟ್ಟುಗೋಲು ಹಾಕಿಕೊಳ್ಳುತ್ತಿವೆ. ವಿಶೇಷವಾಗಿ ಕೊಡಗು ಹಾಗೂ ಚಿಕ್ಕಮಗಳೂರು ಜಿಲ್ಲೆಗಳಲ್ಲಿ ಸುಮಾರು 5 ಸಾವಿರ ಬೆಳೆಗಾರರಿಗೆ ನೋಟಿಸ್ ಜಾರಿಯಾಗಿದೆ.: [209, 460, 355, 565]
- sign-text: ಸಾಮಾಜಿಕ ಗೌರವ. ನಿರೀಕ್ಷಿತ ಲಾಭ ಸಿಗಲಿದೆ.: [116, 953, 184, 973]
- sign-text: ನಿಮ್ಮ ಮಾತಿಗೆ ಮನ್ನಣೆ. ಶುಭ ಸುದ್ದಿ ಕೇಳುವಿರಿ.: [116, 1035, 187, 1055]
- sign-text: ವೃತ್ತಿಯಲ್ಲಿ ಒತ್ತಡ. ಆರೋಗ್ಯದ ಬಗ್ಗೆ ಎಚ್ಚರ ವಹಿಸಿ.: [32, 707, 106, 727]
- rahu-kala: ರಾಹುಕಾಲ: 1.30-3.00: [89, 1111, 157, 1120]
- horoscope-sign: [32, 940, 112, 1020]
- story-headline: ಬಿ.ವೈ. ವಿಜಯೇಂದ್ರ ವ್ಯಂಗ್ಯ: [733, 1180, 873, 1199]
- horoscope-sign: [32, 1022, 112, 1102]
- section-rule: [30, 374, 925, 376]
- story-body: ಪುಟ್ಟಾಭ: ಜಮ್ಮು ಕಾಶ್ಮೀರದ ಪಹಲ್ಗಾಮ್‌ನಲ್ಲಿ ನಡೆದ ಭಯೋತ್ಪಾದಕ ದಾಳಿಯನ್ನು ಕ್ವಾಡ್ ರಾಷ್ಟ್ರಗಳಾದ ಭಾರತ, ಅಮೆರಿಕ, ಜಪಾನ್ ಮತ್ತು ಆಸ್ಟ್ರೇಲಿಯಾ ಖಂಡಿಸಿವೆ. ವಾಷಿಂಗ್ಟನ್‌ನಲ್ಲಿ ನಡೆದ ವಿದೇಶಾಂಗ ಸಚಿವರ ಸಭೆಯಲ್ಲಿ ಜಂಟಿ ಹೇಳಿಕೆ ಬಿಡುಗಡೆ ಮಾಡಲಾಯಿತು. ಎಸ್.ಜೈಶಂಕರ್ ಸೇರಿದಂತೆ ನಾಲ್ಕು ರಾಷ್ಟ್ರಗಳ ಸಚಿವರು ಭಾಗವಹಿಸಿದ್ದರು. ದಾಳಿಕೋರರನ್ನು ಕಾನೂನಿನ ಕಟಕಟೆಗೆ ತರಬೇಕು ಎಂದು ಆಗ್ರಹಿಸಿದರು. ಭಯೋತ್ಪಾದನೆಯ ವಿರುದ್ಧ ಜಂಟಿ ಹೋರಾಟಕ್ಕೆ ಬದ್ಧ ಎಂದು ತಿಳಿಸಿದರು.: [209, 874, 419, 936]
- horoscope-title: ದಿನ ಭವಿಷ್ಯ: [60, 589, 101, 602]
- zodiac-icon: [32, 613, 43, 624]
- bullet-icon: ●: [36, 438, 45, 447]
- horoscope-sign: [116, 694, 196, 774]
- horoscope-title-bar: [30, 586, 198, 606]
- zodiac-icon: [32, 859, 43, 870]
- zodiac-icon: [116, 613, 127, 624]
- sign-name: ಮಕರ: [130, 858, 148, 868]
- zodiac-icon: [116, 777, 127, 788]
- cost-box: [394, 1220, 558, 1312]
- horoscope-sign: [116, 858, 196, 938]
- portrait-photo: [262, 1222, 320, 1292]
- date-block: [830, 46, 930, 90]
- bullet-icon: -: [36, 484, 42, 493]
- story-col: ಚರಿತ್ರೆಯಲ್ಲಿ ದಾಖಲಾಗದ ಅನೇಕ ಮಹಿಳೆಯರ ಕೊಡುಗೆಯನ್ನು ಈ ಸರಣಿ ಬೆಳಕಿಗೆ ತರಲಿದೆ. ಶಾಲಾ ಕಾಲೇಜುಗಳ ಗ್ರಂಥಾಲಯಗಳಿಗೂ ಪುಸ್ತಕ ವಿತರಿಸಲು ಉದ್ದೇಶಿಸಲಾಗಿದೆ.: [566, 1274, 722, 1305]
- story-kicker: ರಾಜ್ಯದ ಸುವರ್ಣ ಸಂಭ್ರಮದ ಪ್ರಯುಕ್ತ ಮಹಿಳಾ ಮುನ್ನಡೆ ಯೋಜನೆ | ಯೋಜನೆಗೆ ಸರ್ಕಾರದಿಂದ 30 ಲಕ್ಷ ರೂ. ಅನುದಾನ: [30, 1156, 498, 1170]
- china-box: [209, 958, 419, 1144]
- story-headline: ನಾಡಿಗೆ ವಚನಗಳನ್ನು: [676, 384, 825, 410]
- story-headline: 5 ವರ್ಷ ನಾನೇ: [30, 312, 106, 330]
- box-text: ಈ ಬಾರಿ ಕಾಫಿ ಬೆಳೆಗಾರರು ಬೆಳೆ ಬಂದರೂ ಬ್ಯಾಂಕ್ ಸಾಲ ಮರುಪಾವತಿ ಮಾಡಲು ಸಾಧ್ಯವಾಗದ ಪರಿಸ್ಥಿತಿ ಎದುರಿಸುತ್ತಿದ್ದಾರೆ. ಸಣ್ಣ ಬೆಳೆಗಾರರು ಕೇಂದ್ರ ಸರ್ಕಾರದ ಕಡೆಗೆ ನಿರೀಕ್ಷೆಯಿಂದ ನೋಡುತ್ತಿದ್ದು, ಸಂಕಷ್ಟದಿಂದ ಪಾರಾಗಲು ಕಾಫಿ ಮಂಡಳಿಯ ನೆರವು ಕೇಳುತ್ತಿದ್ದಾರೆ. ಬೆಲೆ ಏರಿಳಿತ ಹಾಗೂ ಹವಾಮಾನ ವೈಪರೀತ್ಯದಿಂದ ಸಾಲದ ಹೊರೆ ಹೆಚ್ಚಾಗಿದೆ ಎಂದು ಬೆಳೆಗಾರರು ದೂರಿದ್ದಾರೆ.: [465, 480, 653, 532]
- story-headline: ಆತಿಥ್ಯ ಕ್ಷೇತ್ರದಲ್ಲಿ ಜಾಗತಿಕ 10 ಪ್ರಶಸ್ತಿ: [535, 1066, 577, 1125]
- sign-text: ಕುಟುಂಬದ ಸದಸ್ಯರಿಂದ ಸಂತಸ. ವ್ಯಾಪಾರದಲ್ಲಿ ಲಾಭ.: [116, 625, 192, 645]
- coffee-plantation-photo: [367, 500, 461, 664]
- story-kpsc: [535, 850, 925, 1060]
